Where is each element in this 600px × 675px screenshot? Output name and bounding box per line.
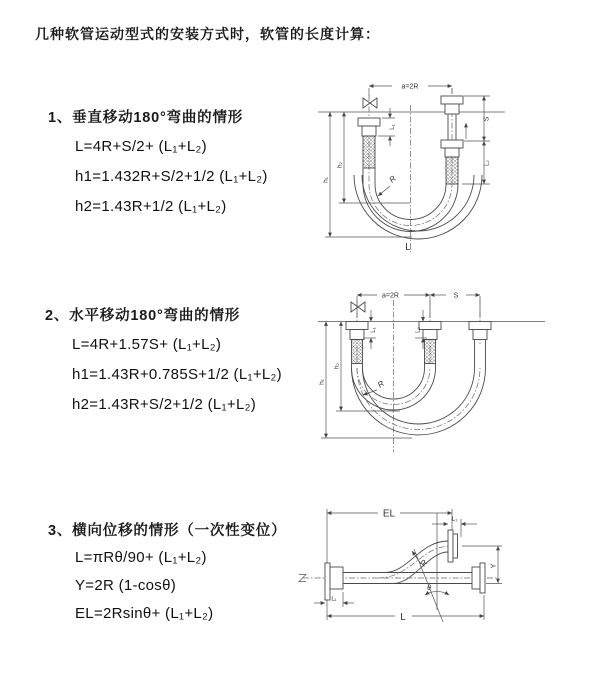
dim-label-l: L (400, 612, 406, 623)
section-2-heading: 2、水平移动180°弯曲的情形 (45, 308, 241, 324)
radius-label: R (387, 173, 398, 185)
right-flange-neck-lower (445, 148, 459, 157)
section-3-heading: 3、横向位移的情形（一次性变位） (48, 523, 287, 539)
section-1-heading: 1、垂直移动180°弯曲的情形 (48, 110, 244, 126)
dim-label-h2: h₂ (333, 362, 341, 370)
radius-leader (378, 186, 390, 196)
left-flange-neck (362, 126, 376, 136)
right-flange-block (472, 567, 480, 589)
middle-hose-braid (425, 340, 436, 364)
upper-flange-plate (448, 530, 453, 562)
dim-label-a2r: a=2R (382, 292, 399, 300)
left-flange-cap (346, 322, 368, 330)
right-hose-braid (446, 157, 458, 184)
left-flange-block (330, 567, 343, 589)
radius-label: R (375, 378, 386, 390)
right-flange-cap-upper (441, 96, 463, 104)
dim-label-s: S (453, 292, 459, 300)
left-flange-cap (358, 118, 380, 126)
left-flange-plate (325, 563, 330, 600)
left-hose-braid (352, 340, 363, 364)
dim-label-h1: h₁ (318, 379, 326, 385)
dim-label-el: EL (382, 508, 396, 520)
hose-top-wall (385, 541, 448, 573)
dim-label-l1-top: L₁ (451, 517, 458, 523)
dim-label-a2r: a=2R (401, 83, 419, 91)
diagram-vertical-180-bend (310, 70, 600, 265)
dim-label-s: S (483, 116, 491, 122)
section-2-formula-h1: h1=1.43R+0.785S+1/2 (L₁+L₂) (72, 366, 282, 383)
dim-label-l1: L₁ (371, 327, 377, 333)
page-title: 几种软管运动型式的安装方式时，软管的长度计算： (35, 26, 380, 42)
dim-label-y: Y (488, 563, 498, 569)
valve-icon (363, 98, 377, 108)
hose-moved-centerline-arc (357, 368, 480, 430)
section-3-formula-el: EL=2Rsinθ+ (L₁+L₂) (75, 605, 214, 622)
right-flange-plate (480, 563, 485, 593)
section-1-formula-h1: h1=1.432R+S/2+1/2 (L₁+L₂) (75, 168, 268, 185)
dim-label-l2: L₂ (415, 327, 422, 333)
diagram-horizontal-180-bend (305, 283, 600, 463)
left-hose-braid (363, 136, 375, 168)
right-flange-cap-lower (441, 140, 463, 148)
dim-label-l1: L₁ (390, 124, 396, 130)
upper-flange-cap (453, 534, 458, 558)
section-1-formula-l: L=4R+S/2+ (L₁+L₂) (75, 138, 207, 155)
middle-flange-cap (419, 322, 441, 330)
extension-line (462, 96, 490, 184)
radius-label: R (418, 558, 430, 569)
diagram-lateral-displacement (295, 498, 600, 660)
hose-leg (352, 340, 486, 369)
left-flange-neck (350, 330, 364, 340)
section-1-formula-h2: h2=1.43R+1/2 (L₁+L₂) (75, 198, 227, 215)
section-2-formula-l: L=4R+1.57S+ (L₁+L₂) (72, 336, 222, 353)
valve-icon (351, 302, 365, 312)
hose-moved-wall (354, 175, 482, 239)
section-3-formula-y: Y=2R (1-cosθ) (75, 577, 177, 594)
right-flange-neck-upper (445, 104, 459, 114)
dim-label-l1-bottom: L₁ (331, 596, 337, 603)
section-2-formula-h2: h2=1.43R+S/2+1/2 (L₁+L₂) (72, 396, 257, 413)
dim-label-theta: θ (427, 585, 431, 592)
hose-bottom-wall (393, 552, 448, 584)
right-flange-neck (473, 330, 487, 340)
right-flange-cap (469, 322, 491, 330)
hose-centerline-curve (378, 547, 448, 579)
length-label: L (405, 242, 411, 253)
extension-line (357, 296, 480, 318)
dim-label-l2: L₂ (484, 160, 491, 166)
dim-label-h1: h₁ (322, 177, 330, 183)
dim-label-h2: h₂ (336, 161, 344, 169)
section-3-formula-l: L=πRθ/90+ (L₁+L₂) (75, 549, 207, 566)
